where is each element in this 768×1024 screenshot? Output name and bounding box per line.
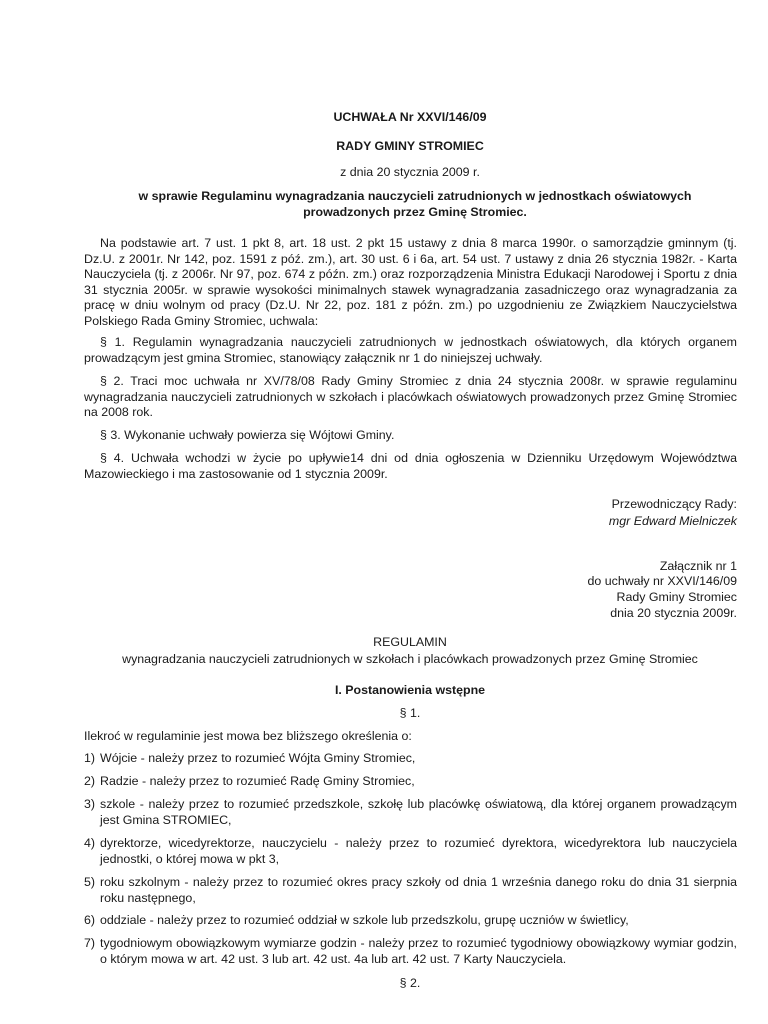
- section-4-text: § 4. Uchwała wchodzi w życie po upływie14 dni od dnia ogłoszenia w Dzienniku Urzędowym Województwa Mazowieckiego i ma zastosowanie od 1 stycznia 2009r.: [84, 451, 737, 481]
- annex-line-4: dnia 20 stycznia 2009r.: [610, 606, 737, 620]
- list-item-number: 3): [84, 797, 96, 811]
- list-item-number: 7): [84, 936, 96, 950]
- list-item: [84, 936, 737, 967]
- section-1: [84, 335, 737, 366]
- list-item-number: 4): [84, 836, 96, 850]
- section-3-text: § 3. Wykonanie uchwały powierza się Wójtowi Gminy.: [100, 428, 395, 442]
- list-item: [84, 836, 737, 867]
- paragraph-1-mark: § 1.: [399, 706, 421, 720]
- list-item-text: oddziale - należy przez to rozumieć oddział w szkole lub przedszkolu, grupę uczniów w świetlicy,: [100, 913, 629, 927]
- list-item-number: 2): [84, 774, 96, 788]
- annex-line-2: do uchwały nr XXVI/146/09: [587, 574, 737, 588]
- section-2-text: § 2. Traci moc uchwała nr XV/78/08 Rady Gminy Stromiec z dnia 24 stycznia 2008r. w sprawie regulaminu wynagradzania nauczycieli zatrudnionych w szkołach i placówkach oświatowych prowadzonych przez Gminę Stromiec na 2008 rok.: [84, 374, 737, 420]
- preamble: [84, 236, 737, 330]
- subject-line-1: w sprawie Regulaminu wynagradzania nauczycieli zatrudnionych w jednostkach oświatowych: [138, 189, 692, 203]
- list-item: [84, 913, 737, 929]
- preamble-text: Na podstawie art. 7 ust. 1 pkt 8, art. 18 ust. 2 pkt 15 ustawy z dnia 8 marca 1990r. o samorządzie gminnym (tj. Dz.U. z 2001r. Nr 142, poz. 1591 z póź. zm.), art. 30 ust. 6 i 6a, art. 54 ust. 7 ustawy z dnia 26 stycznia 1982r. - Karta Nauczyciela (tj. z 2006r. Nr 97, poz. 674 z późn. zm.) oraz rozporządzenia Ministra Edukacji Narodowej i Sportu z dnia 31 stycznia 2005r. w sprawie wysokości minimalnych stawek wynagradzania zasadniczego oraz wynagradzania za pracę w dniu wolnym od pracy (Dz.U. Nr 22, poz. 181 z późn. zm.) po uzgodnieniu ze Związkiem Nauczycielstwa Polskiego Rada Gminy Stromiec, uchwala:: [84, 236, 737, 328]
- list-item: [84, 797, 737, 828]
- list-item-number: 5): [84, 875, 96, 889]
- council-name: RADY GMINY STROMIEC: [336, 139, 484, 153]
- signature-role: Przewodniczący Rady:: [611, 497, 737, 511]
- section-1-text: § 1. Regulamin wynagradzania nauczycieli zatrudnionych w jednostkach oświatowych, dla których organem prowadzącym jest gmina Stromiec, stanowiący załącznik nr 1 do niniejszej uchwały.: [84, 335, 737, 365]
- regulation-subtitle: wynagradzania nauczycieli zatrudnionych w szkołach i placówkach prowadzonych przez Gminę Stromiec: [122, 652, 698, 666]
- section-3: [84, 428, 737, 444]
- paragraph-2-mark: § 2.: [399, 976, 421, 990]
- resolution-date: z dnia 20 stycznia 2009 r.: [340, 165, 480, 179]
- signature-name: mgr Edward Mielniczek: [608, 514, 737, 528]
- subject-line-2: prowadzonych przez Gminę Stromiec.: [303, 205, 527, 219]
- annex-line-1: Załącznik nr 1: [659, 559, 737, 573]
- annex-line-3: Rady Gminy Stromiec: [616, 590, 737, 604]
- list-item: [84, 875, 737, 906]
- list-item-text: tygodniowym obowiązkowym wymiarze godzin - należy przez to rozumieć tygodniowy obowiązkowy wymiar godzin, o którym mowa w art. 42 ust. 3 lub art. 42 ust. 4a lub art. 42 ust. 7 Karty Nauczyciela.: [100, 936, 737, 966]
- list-item: [84, 774, 737, 790]
- list-item-text: roku szkolnym - należy przez to rozumieć okres pracy szkoły od dnia 1 września danego roku do dnia 31 sierpnia roku następnego,: [100, 875, 737, 905]
- chapter-heading: I. Postanowienia wstępne: [334, 683, 486, 697]
- section-2: [84, 374, 737, 421]
- list-item: [84, 751, 737, 767]
- resolution-title: UCHWAŁA Nr XXVI/146/09: [333, 110, 487, 124]
- regulation-title: REGULAMIN: [373, 635, 447, 649]
- list-item-text: dyrektorze, wicedyrektorze, nauczycielu - należy przez to rozumieć dyrektora, wicedyrektora lub nauczyciela jednostki, o której mowa w pkt 3,: [100, 836, 737, 866]
- list-item-number: 1): [84, 751, 96, 765]
- list-item-text: Radzie - należy przez to rozumieć Radę Gminy Stromiec,: [100, 774, 415, 788]
- definitions-intro: Ilekroć w regulaminie jest mowa bez bliższego określenia o:: [84, 729, 412, 743]
- section-4: [84, 451, 737, 482]
- list-item-number: 6): [84, 913, 96, 927]
- list-item-text: szkole - należy przez to rozumieć przedszkole, szkołę lub placówkę oświatową, dla której organem prowadzącym jest Gmina STROMIEC,: [100, 797, 737, 827]
- list-item-text: Wójcie - należy przez to rozumieć Wójta Gminy Stromiec,: [100, 751, 416, 765]
